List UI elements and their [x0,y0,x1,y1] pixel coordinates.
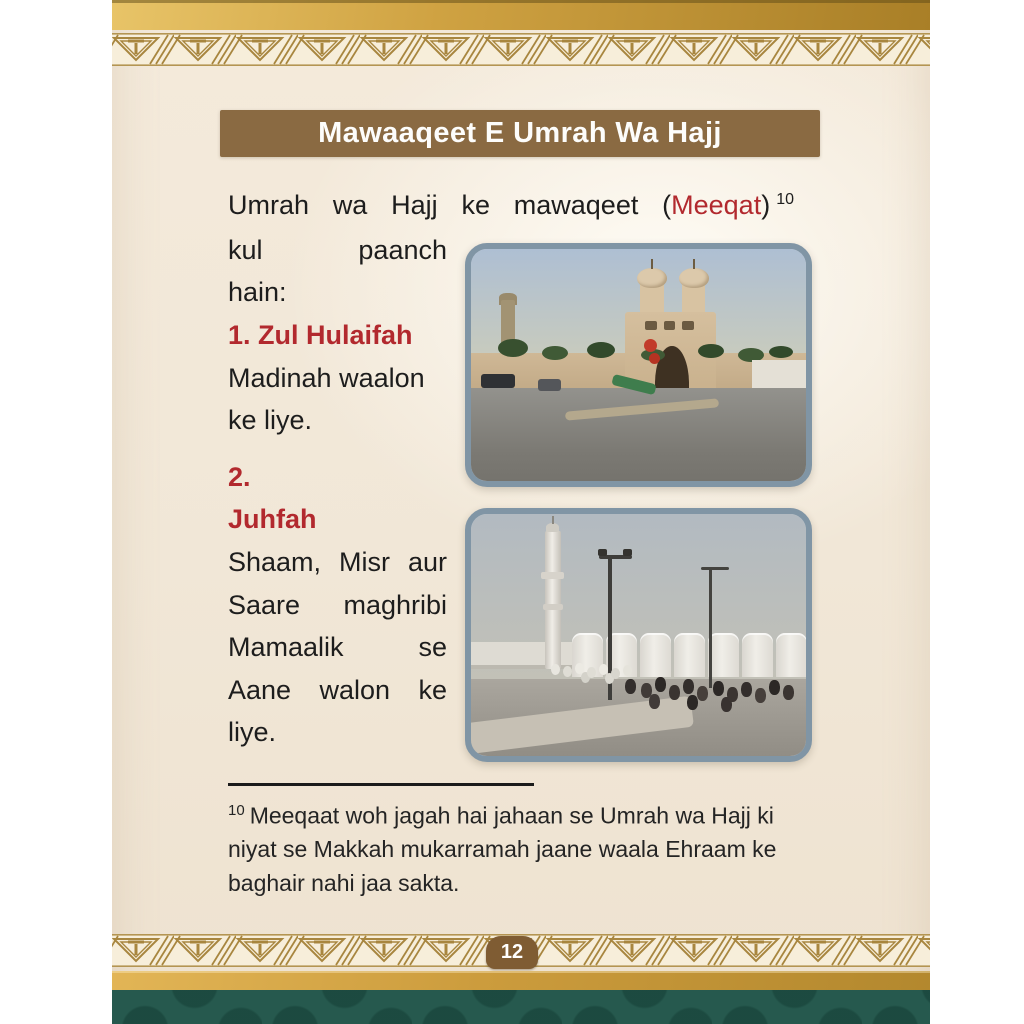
text-line: liye. [228,717,277,748]
photo2-lamp-head [623,549,632,556]
text-line: Madinah waalon [228,362,425,393]
paren: ) [761,190,771,220]
footnote-line: niyat se Makkah mukarramah jaane waala Ehraam ke [228,836,777,863]
footnote-text [228,794,824,900]
text-line: kul paanch [228,234,447,265]
photo1-finial [693,259,695,268]
bottom-teal-band [112,990,930,1024]
intro-word: ke [461,190,490,220]
footnote-reference: 10 [776,191,794,208]
intro-word: mawaqeet [513,190,639,220]
photo2-lamp-post [608,555,612,700]
photo1-red-lantern [644,339,657,352]
text-line: Aane walon ke [228,674,447,705]
photo1-car [481,374,515,388]
photo2-lamp-head [598,549,607,556]
top-gold-band [112,0,930,30]
intro-word: Umrah [228,190,310,220]
photo1-dome [679,268,709,289]
text-line: Mamaalik se [228,632,447,663]
item1-heading: 1. Zul Hulaifah [228,319,413,350]
photo1-gate-window [664,321,676,330]
bottom-gold-band [112,971,930,990]
footnote-ref-number: 10 [228,802,245,819]
footnote-line: $^{10}$ Meeqaat woh jagah hai jahaan se Umrah wa Hajj ki [228,802,774,829]
text-line: ke liye. [228,405,313,436]
geometric-border-pattern-icon [112,33,930,66]
item2-heading: Juhfah [228,504,317,535]
section-title-bar [220,110,820,157]
photo1-car [538,379,561,391]
photo1-gate-window [645,321,657,330]
photo2-buildings-left [471,642,578,669]
photo1-finial [651,259,653,268]
body-text-column [228,229,447,754]
intro-line [228,190,794,228]
photo1-gate-window [682,321,694,330]
photo2-tent [674,633,706,677]
meeqat-term: Meeqat [671,190,762,220]
photo2-minaret-dome [546,523,559,532]
photo1-red-lantern [649,353,660,364]
page-sheet [112,0,930,1024]
footnote-divider [228,783,534,786]
meeqat-term-group [662,190,794,221]
photo1-buildings-right [752,360,806,390]
photo2-pilgrims-crowd [625,679,636,694]
photo2-lamp-post [709,567,712,688]
photo-juhfah [465,508,812,762]
photo2-minaret [545,531,561,669]
photo2-minaret-balcony [541,572,564,579]
page-number: 12 [500,941,524,963]
photo2-tent [776,633,808,677]
photo2-lamp-crossbar [701,567,729,570]
footnote-line: baghair nahi jaa sakta. [228,869,460,896]
text-line: Shaam, Misr aur [228,546,447,577]
photo2-minaret-balcony [543,604,563,610]
photo-zul-hulaifah [465,243,812,487]
photo2-tent [640,633,672,677]
section-title: Mawaaqeet E Umrah Wa Hajj [318,117,722,149]
text-line: hain: [228,277,287,308]
photo2-tent [572,633,604,677]
top-geometric-border [112,33,930,66]
intro-word: Hajj [391,190,438,220]
text-line: Saare maghribi [228,589,447,620]
photo2-tent [742,633,774,677]
photo2-tent [708,633,740,677]
item2-number: 2. [228,461,251,492]
photo1-road [471,388,806,481]
photo1-dome [637,268,667,289]
paren: ( [662,190,672,220]
page-number-badge [486,936,538,969]
intro-word: wa [332,190,368,220]
photo2-minaret-spire [552,516,554,524]
